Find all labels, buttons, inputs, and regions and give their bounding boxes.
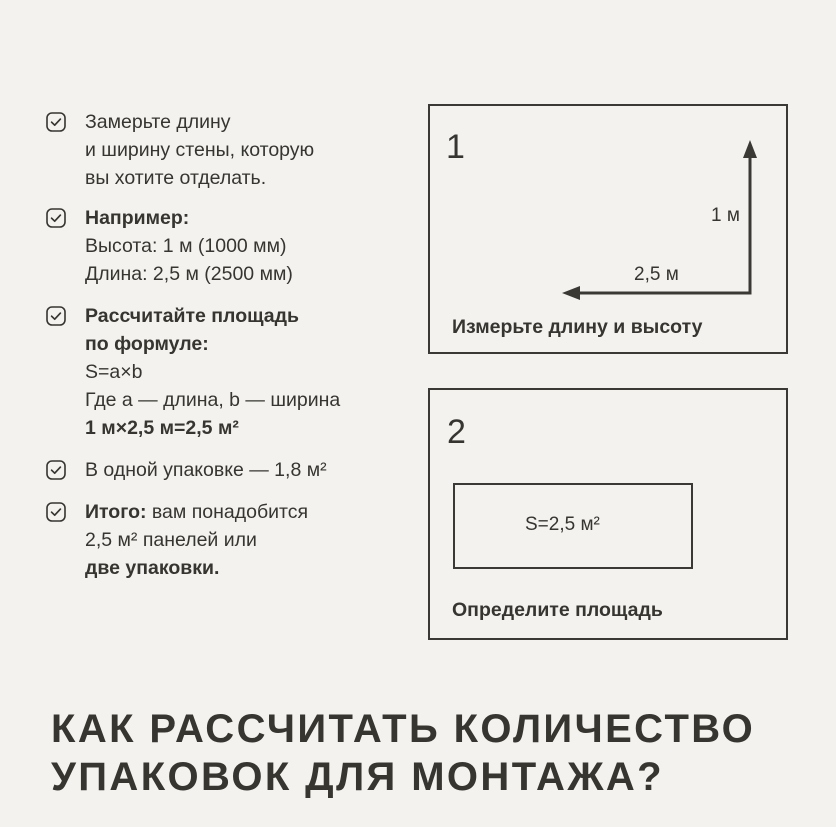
height-label: 1 м bbox=[711, 205, 740, 226]
diagram-measure bbox=[428, 104, 788, 354]
step-text-segment: Длина: 2,5 м (2500 мм) bbox=[85, 263, 293, 285]
page-title bbox=[51, 705, 755, 801]
step-line bbox=[85, 164, 314, 192]
checkbox-check-icon bbox=[46, 306, 66, 326]
step-item bbox=[46, 108, 426, 192]
step-line bbox=[85, 260, 293, 288]
step-text-segment: Высота: 1 м (1000 мм) bbox=[85, 235, 287, 257]
step-text-segment: 2,5 м² панелей или bbox=[85, 529, 257, 551]
step-item bbox=[46, 204, 426, 288]
diagram-number: 1 bbox=[446, 128, 465, 166]
step-line bbox=[85, 330, 340, 358]
step-text-segment: 1 м×2,5 м=2,5 м² bbox=[85, 417, 239, 439]
checkbox-check-icon bbox=[46, 112, 66, 132]
diagram-caption: Измерьте длину и высоту bbox=[452, 316, 703, 338]
step-text-segment: Итого: bbox=[85, 501, 147, 523]
title-line: КАК РАССЧИТАТЬ КОЛИЧЕСТВО bbox=[51, 707, 756, 751]
step-text bbox=[85, 498, 308, 582]
step-line bbox=[85, 386, 340, 414]
step-text-segment: Замерьте длину bbox=[85, 111, 231, 133]
step-text-segment: и ширину стены, которую bbox=[85, 139, 315, 161]
step-line bbox=[85, 232, 293, 260]
step-line bbox=[85, 358, 340, 386]
step-line bbox=[85, 456, 327, 484]
step-line bbox=[85, 554, 308, 582]
diagram-caption: Определите площадь bbox=[452, 599, 663, 621]
title-line: УПАКОВОК ДЛЯ МОНТАЖА? bbox=[51, 755, 664, 799]
step-text-segment: вам понадобится bbox=[146, 501, 309, 523]
step-line bbox=[85, 414, 340, 442]
step-line bbox=[85, 302, 340, 330]
step-text-segment: Например: bbox=[85, 207, 190, 229]
step-text bbox=[85, 108, 314, 192]
step-item bbox=[46, 498, 426, 582]
length-arrow bbox=[562, 286, 752, 300]
step-text bbox=[85, 456, 327, 484]
area-rectangle bbox=[453, 483, 693, 569]
diagram-area bbox=[428, 388, 788, 640]
step-line bbox=[85, 498, 308, 526]
area-label: S=2,5 м² bbox=[525, 514, 600, 535]
checkbox-check-icon bbox=[46, 460, 66, 480]
step-line bbox=[85, 204, 293, 232]
step-text-segment: по формуле: bbox=[85, 333, 209, 355]
step-text-segment: Где a — длина, b — ширина bbox=[85, 389, 341, 411]
length-label: 2,5 м bbox=[634, 264, 679, 285]
step-text-segment: S=a×b bbox=[85, 361, 143, 383]
diagram-number: 2 bbox=[447, 413, 466, 451]
step-text-segment: В одной упаковке — 1,8 м² bbox=[85, 459, 327, 481]
step-line bbox=[85, 108, 314, 136]
step-item bbox=[46, 456, 426, 484]
step-text bbox=[85, 204, 293, 288]
step-text-segment: вы хотите отделать. bbox=[85, 167, 267, 189]
height-arrow bbox=[743, 140, 757, 294]
step-text-segment: Рассчитайте площадь bbox=[85, 305, 300, 327]
checkbox-check-icon bbox=[46, 502, 66, 522]
step-text bbox=[85, 302, 340, 442]
steps-list bbox=[46, 108, 426, 596]
step-item bbox=[46, 302, 426, 442]
step-line bbox=[85, 136, 314, 164]
checkbox-check-icon bbox=[46, 208, 66, 228]
step-line bbox=[85, 526, 308, 554]
step-text-segment: две упаковки. bbox=[85, 557, 220, 579]
